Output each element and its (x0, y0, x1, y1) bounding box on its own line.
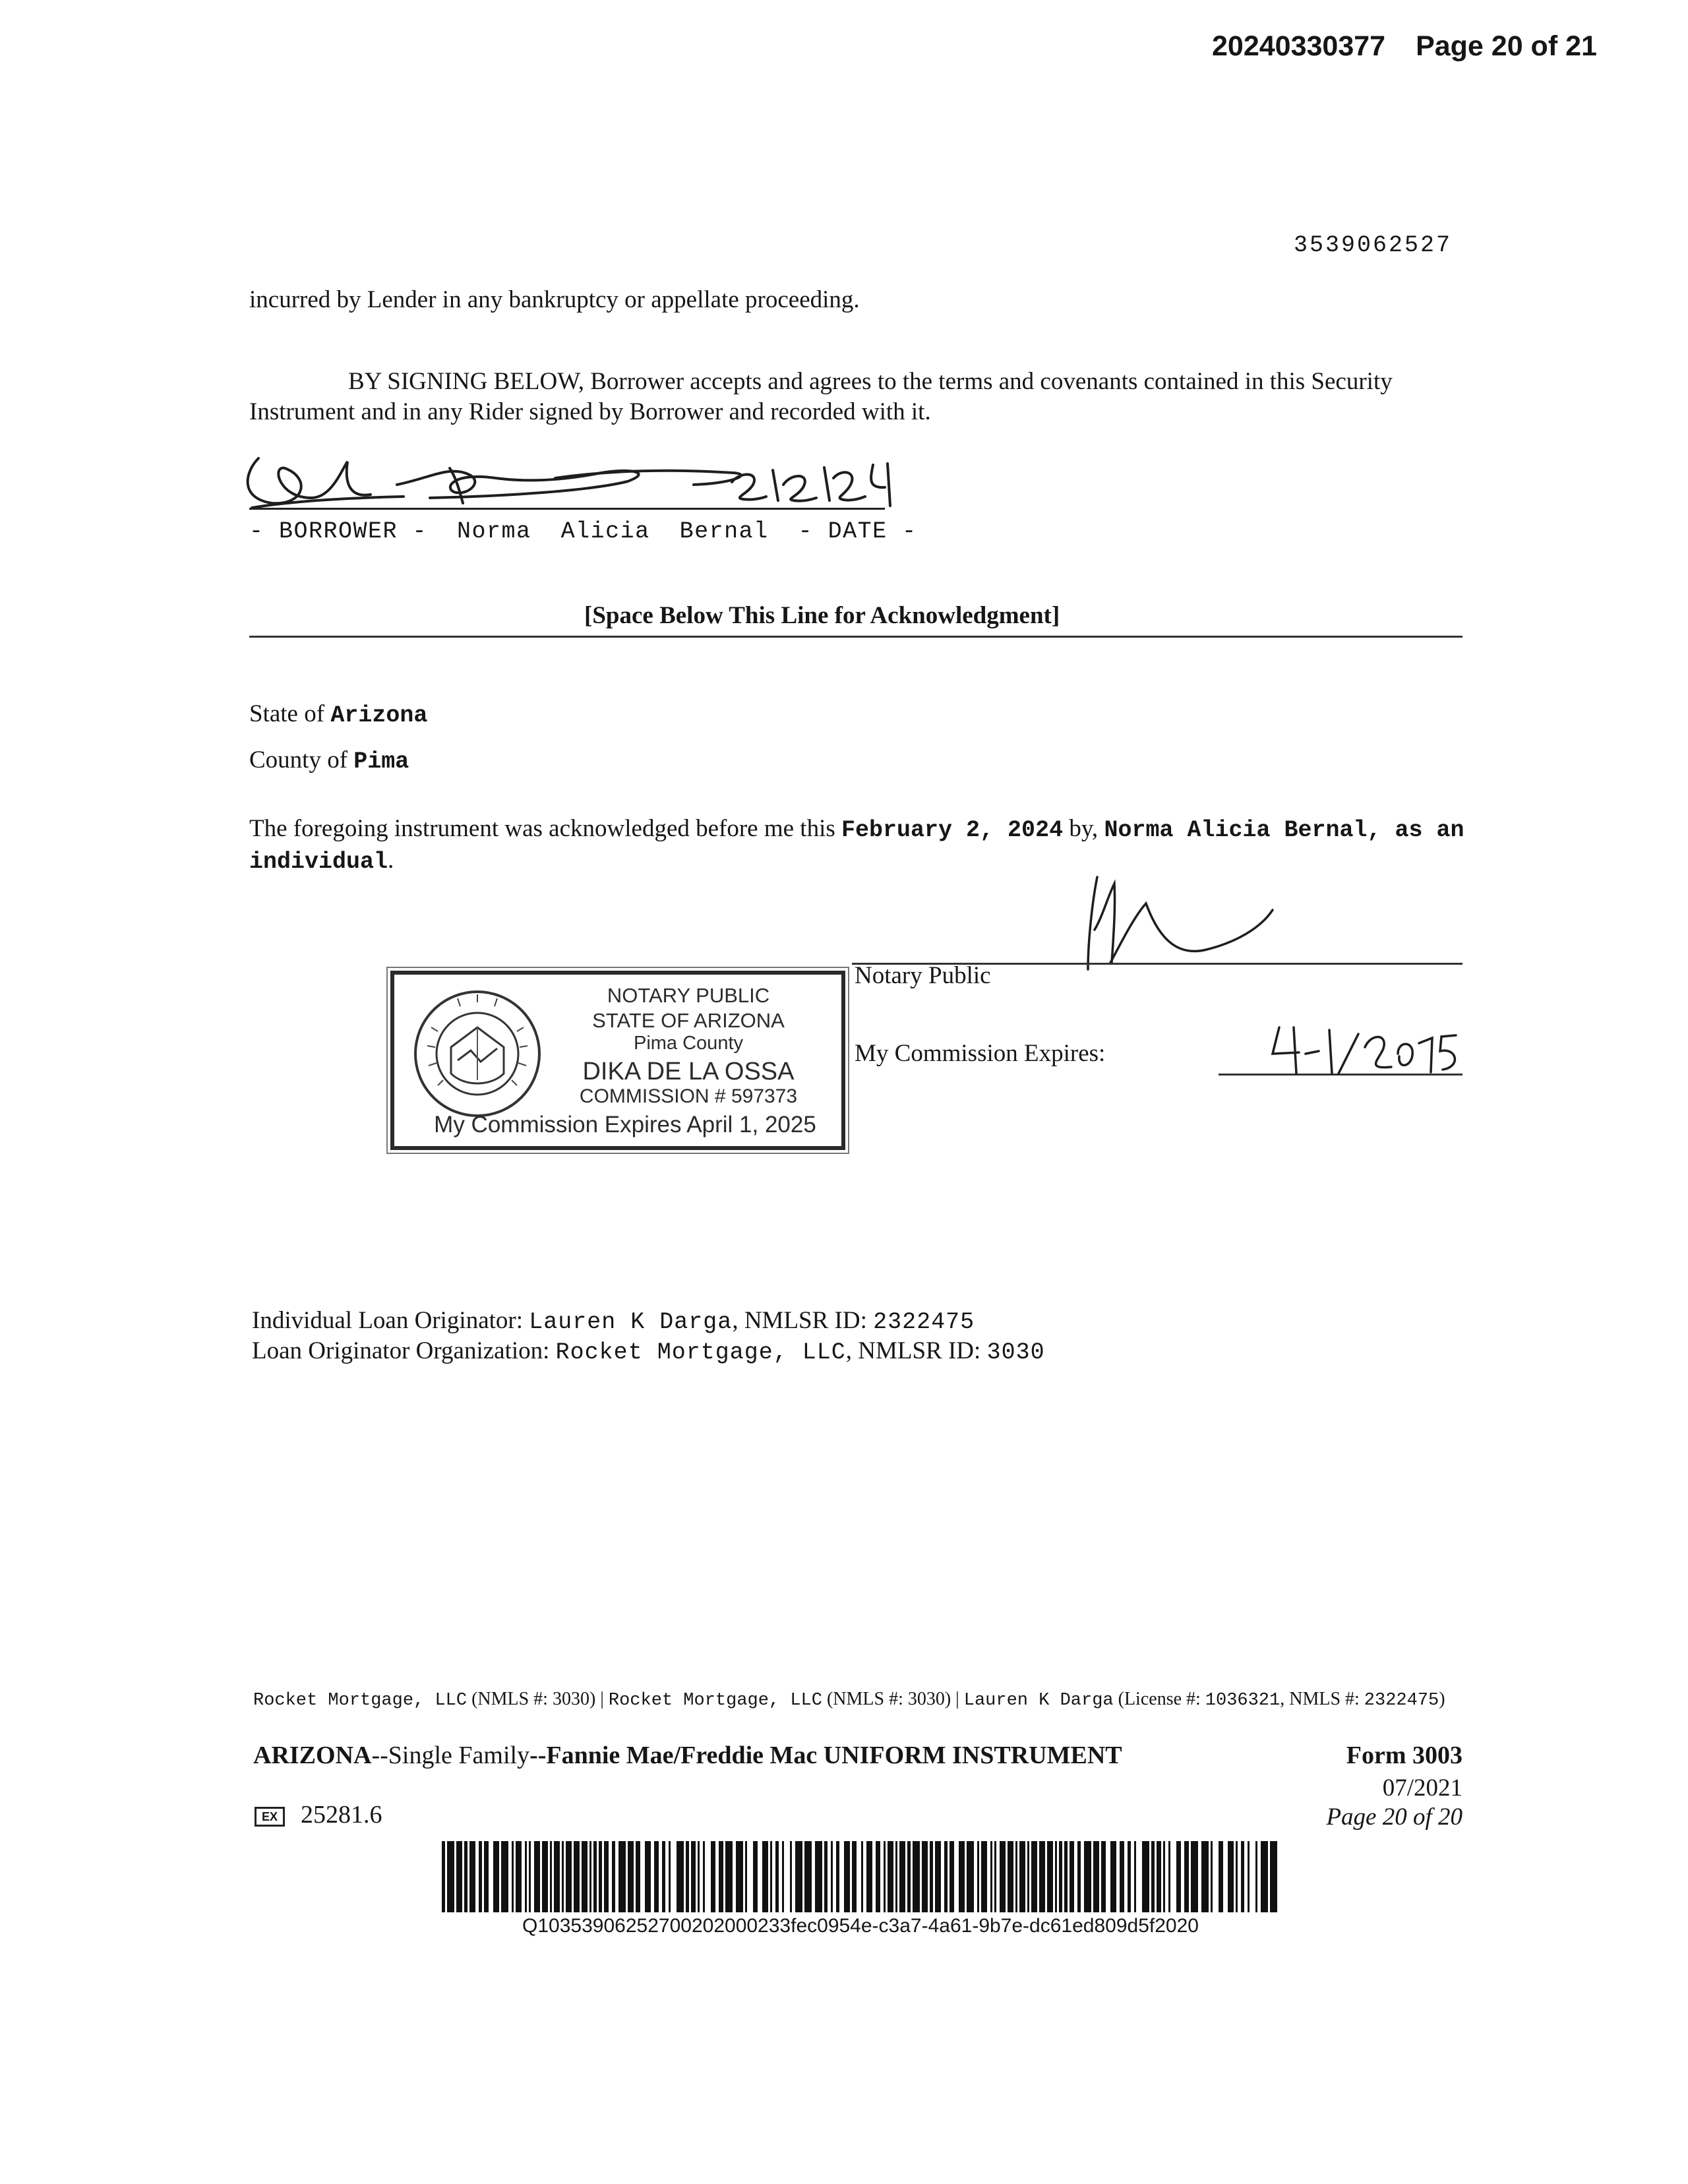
seal-commission-number: COMMISSION # 597373 (579, 1085, 798, 1107)
barcode-bar (844, 1841, 850, 1912)
nmls-id-2: (NMLS #: 3030) | (822, 1689, 964, 1709)
nmls-id-1: (NMLS #: 3030) | (467, 1689, 609, 1709)
signing-paragraph-text: BY SIGNING BELOW, Borrower accepts and agrees to the terms and covenants contained in this Security Instrument and in any Rider signed by Borrower and recorded with it. (249, 368, 1393, 425)
barcode-bar (1201, 1841, 1209, 1912)
form-type: --Single Family (371, 1742, 530, 1769)
barcode-bar (959, 1841, 965, 1912)
county-value: Pima (353, 748, 409, 775)
barcode-bar (866, 1841, 872, 1912)
barcode-bar (618, 1841, 626, 1912)
barcode-bar (593, 1841, 597, 1912)
barcode-bar (1055, 1841, 1057, 1912)
barcode-bar (711, 1841, 715, 1912)
barcode-bar (994, 1841, 996, 1912)
acknowledgment-heading: [Space Below This Line for Acknowledgment] (584, 602, 1060, 629)
barcode-bar (469, 1841, 475, 1912)
barcode-bar (669, 1841, 671, 1912)
barcode-bar (1184, 1841, 1189, 1912)
barcode-bar (950, 1841, 954, 1912)
barcode-bar (876, 1841, 880, 1912)
barcode-bar (861, 1841, 863, 1912)
barcode-bar (981, 1841, 987, 1912)
barcode-bar (1128, 1841, 1131, 1912)
county-line (249, 745, 409, 777)
barcode-bar (703, 1841, 705, 1912)
barcode-bar (1176, 1841, 1181, 1912)
barcode-bar (447, 1841, 454, 1912)
barcode-bar (790, 1841, 792, 1912)
barcode-bar (1059, 1841, 1062, 1912)
barcode-bar (762, 1841, 768, 1912)
barcode-bar (1120, 1841, 1124, 1912)
acknowledgment-rule (249, 636, 1462, 638)
barcode-bar (479, 1841, 482, 1912)
footer-nmls-line (253, 1688, 1466, 1712)
nmls-company-2: Rocket Mortgage, LLC (608, 1691, 822, 1711)
foregoing-prefix: The foregoing instrument was acknowledged before me this (249, 815, 842, 842)
barcode-bar (815, 1841, 822, 1912)
barcode-bar (493, 1841, 499, 1912)
barcode-bar (824, 1841, 828, 1912)
barcode-bar (1142, 1841, 1149, 1912)
barcode-bar (1151, 1841, 1155, 1912)
organization-name: Rocket Mortgage, LLC (555, 1339, 846, 1366)
barcode-bar (719, 1841, 723, 1912)
barcode-bar (456, 1841, 462, 1912)
barcode-bar (967, 1841, 974, 1912)
commission-expiry-handwriting (1266, 1021, 1464, 1080)
barcode-bar (884, 1841, 886, 1912)
state-line (249, 699, 427, 731)
seal-notary-name: DIKA DE LA OSSA (582, 1058, 795, 1085)
barcode-bar (1134, 1841, 1136, 1912)
barcode-bar (1019, 1841, 1025, 1912)
barcode-bar (589, 1841, 591, 1912)
barcode-bar (542, 1841, 548, 1912)
barcode-bar (677, 1841, 684, 1912)
barcode-bar (795, 1841, 802, 1912)
page-indicator: Page 20 of 21 (1416, 30, 1597, 62)
barcode-bar (442, 1841, 445, 1912)
barcode-bar (698, 1841, 700, 1912)
barcode-bar (930, 1841, 933, 1912)
barcode-bar (1101, 1841, 1106, 1912)
great-seal-emblem (411, 988, 543, 1120)
commission-expires-label: My Commission Expires: (855, 1040, 1106, 1067)
barcode-bar (745, 1841, 747, 1912)
barcode-text: Q10353906252700202000233fec0954e-c3a7-4a61-9b7e-dc61ed809d5f2020 (522, 1915, 1199, 1937)
barcode-bar (582, 1841, 588, 1912)
barcode-bar (977, 1841, 979, 1912)
barcode-bar (913, 1841, 920, 1912)
barcode-bar (1163, 1841, 1165, 1912)
barcode-bar (1248, 1841, 1250, 1912)
barcode-bar (944, 1841, 948, 1912)
barcode-bar (525, 1841, 527, 1912)
nmls-number: 2322475 (1364, 1691, 1439, 1711)
recording-number: 20240330377 (1212, 30, 1386, 62)
barcode-bar (691, 1841, 696, 1912)
barcode-bar (990, 1841, 992, 1912)
acknowledgment-date: February 2, 2024 (841, 817, 1064, 843)
originator-id-label: , NMLSR ID: (732, 1307, 874, 1334)
barcode-bar (1070, 1841, 1074, 1912)
barcode-bar (1211, 1841, 1213, 1912)
barcode-bar (686, 1841, 689, 1912)
barcode-bar (534, 1841, 540, 1912)
barcode-bar (1027, 1841, 1029, 1912)
barcode-bar (574, 1841, 580, 1912)
barcode-bar (782, 1841, 784, 1912)
notary-seal (390, 971, 845, 1150)
barcode-bar (562, 1841, 564, 1912)
county-label: County of (249, 746, 354, 774)
barcode-bar (501, 1841, 508, 1912)
barcode-bar (888, 1841, 893, 1912)
barcode-bar (753, 1841, 758, 1912)
barcode-bar (1093, 1841, 1099, 1912)
recording-header (1212, 30, 1597, 63)
barcode-bar (1031, 1841, 1037, 1912)
period: . (388, 847, 394, 874)
ex-document-icon: EX (255, 1807, 285, 1827)
barcode-bar (804, 1841, 812, 1912)
barcode-bar (550, 1841, 552, 1912)
barcode-bar (1157, 1841, 1161, 1912)
originator-label: Individual Loan Originator: (252, 1307, 529, 1334)
seal-notary-public: NOTARY PUBLIC (607, 984, 770, 1007)
nmls-close: ) (1439, 1689, 1445, 1709)
loan-number: 3539062527 (1294, 232, 1453, 258)
organization-id: 3030 (986, 1339, 1045, 1366)
barcode-bar (645, 1841, 651, 1912)
signer-value: Norma Alicia Bernal, as an individual (249, 817, 1464, 875)
document-code: 25281.6 (301, 1801, 382, 1829)
barcode-bar (831, 1841, 833, 1912)
barcode-bar (554, 1841, 560, 1912)
by-text: by, (1063, 815, 1104, 842)
loan-originator-organization (252, 1336, 1045, 1368)
seal-county: Pima County (633, 1033, 743, 1054)
barcode-bar (599, 1841, 602, 1912)
barcode-bar (1236, 1841, 1238, 1912)
license-number: 1036321 (1205, 1691, 1281, 1711)
barcode-bar (529, 1841, 531, 1912)
nmls-company-1: Rocket Mortgage, LLC (253, 1691, 467, 1711)
barcode-bar (1077, 1841, 1081, 1912)
barcode-bar (1255, 1841, 1257, 1912)
barcode-bar (775, 1841, 779, 1912)
barcode-bar (907, 1841, 911, 1912)
barcode-bar (1110, 1841, 1116, 1912)
borrower-caption: - BORROWER - Norma Alicia Bernal - DATE - (249, 518, 917, 545)
state-value: Arizona (330, 702, 428, 729)
originator-id: 2322475 (873, 1309, 975, 1335)
originator-name: Lauren K Darga (529, 1309, 733, 1335)
barcode-bar (604, 1841, 609, 1912)
barcode (442, 1841, 1279, 1912)
barcode-bar (1008, 1841, 1013, 1912)
barcode-bar (1000, 1841, 1006, 1912)
barcode-bar (895, 1841, 897, 1912)
signing-paragraph (249, 367, 1462, 427)
barcode-bar (662, 1841, 665, 1912)
barcode-bar (654, 1841, 659, 1912)
barcode-bar (899, 1841, 905, 1912)
barcode-bar (612, 1841, 615, 1912)
individual-loan-originator (252, 1306, 975, 1337)
barcode-bar (1047, 1841, 1053, 1912)
form-instrument: --Fannie Mae/Freddie Mac UNIFORM INSTRUMENT (529, 1742, 1122, 1769)
form-state: ARIZONA (253, 1742, 372, 1769)
barcode-bar (736, 1841, 743, 1912)
barcode-bar (1064, 1841, 1068, 1912)
seal-commission-expiry: My Commission Expires April 1, 2025 (434, 1112, 816, 1138)
barcode-bar (516, 1841, 522, 1912)
barcode-bar (1261, 1841, 1268, 1912)
form-number: Form 3003 (1346, 1742, 1462, 1769)
barcode-bar (636, 1841, 640, 1912)
barcode-bar (1228, 1841, 1234, 1912)
barcode-bar (628, 1841, 634, 1912)
barcode-bar (464, 1841, 467, 1912)
barcode-bar (836, 1841, 839, 1912)
form-date: 07/2021 (1382, 1774, 1462, 1802)
barcode-bar (1241, 1841, 1244, 1912)
barcode-bar (770, 1841, 772, 1912)
form-title (253, 1741, 1122, 1770)
barcode-bar (512, 1841, 514, 1912)
barcode-bar (1039, 1841, 1045, 1912)
barcode-bar (935, 1841, 941, 1912)
barcode-bar (484, 1841, 489, 1912)
form-page-indicator: Page 20 of 20 (1326, 1804, 1462, 1831)
notary-signature (1068, 864, 1332, 976)
barcode-bar (852, 1841, 857, 1912)
seal-state: STATE OF ARIZONA (592, 1009, 785, 1032)
nmls-originator: Lauren K Darga (963, 1691, 1114, 1711)
barcode-bar (1168, 1841, 1170, 1912)
barcode-bar (1270, 1841, 1277, 1912)
barcode-bar (725, 1841, 733, 1912)
notary-public-label: Notary Public (855, 962, 991, 989)
license-label: (License #: (1113, 1689, 1205, 1709)
barcode-bar (1219, 1841, 1223, 1912)
state-label: State of (249, 700, 331, 727)
organization-label: Loan Originator Organization: (252, 1337, 556, 1364)
organization-id-label: , NMLSR ID: (845, 1337, 987, 1364)
signature-line (249, 508, 885, 510)
barcode-bar (566, 1841, 572, 1912)
barcode-bar (1015, 1841, 1017, 1912)
barcode-bar (922, 1841, 928, 1912)
nmls-label: , NMLS #: (1280, 1689, 1364, 1709)
incurred-text: incurred by Lender in any bankruptcy or appellate proceeding. (249, 286, 860, 313)
barcode-bar (1191, 1841, 1198, 1912)
barcode-bar (1084, 1841, 1091, 1912)
